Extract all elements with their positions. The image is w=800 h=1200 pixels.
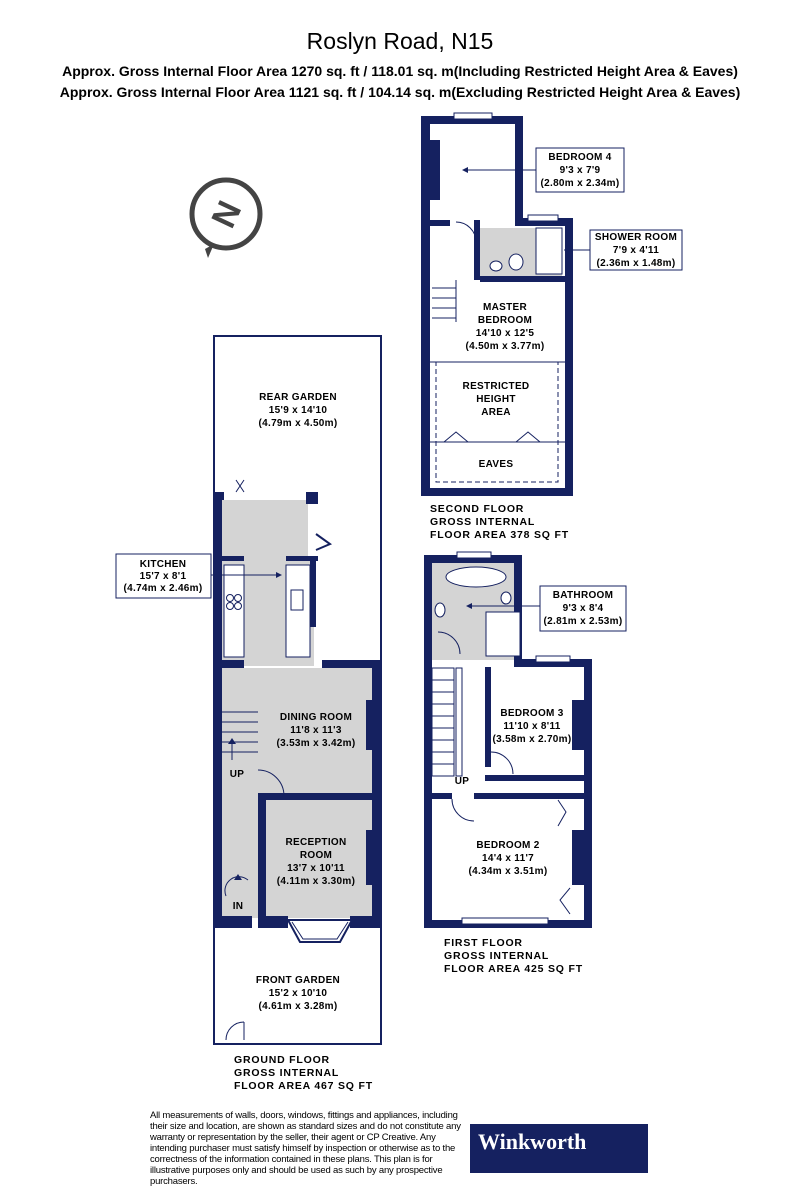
- first-floor-label-line-2: GROSS INTERNAL: [444, 950, 550, 962]
- master-bedroom-size-ft: 14'10 x 12'5: [475, 328, 535, 339]
- disclaimer-text: All measurements of walls, doors, windows, fittings and appliances, including their size and location, are shown as standard sizes and do not constitute any warranty or representation by the seller, their agent or CP Creative. Any intending purchaser must satisfy himself by inspection or otherwise as to the correctness of the information contained in these plans. This plan is for illustrative purposes only and should be used as such by any prospective purchasers.: [150, 1110, 461, 1187]
- bedroom2-size-ft: 14'4 x 11'7: [482, 853, 534, 864]
- restricted-line-1: RESTRICTED: [462, 381, 530, 392]
- bedroom3-size-ft: 11'10 x 8'11: [503, 721, 561, 732]
- rear-garden-size-ft: 15'9 x 14'10: [268, 405, 328, 416]
- dining-room-name: DINING ROOM: [279, 712, 353, 723]
- ground-floor-plan: [116, 336, 381, 1044]
- reception-room-size-ft: 13'7 x 10'11: [287, 863, 345, 874]
- ground-floor-area-label: [234, 1054, 373, 1093]
- master-bedroom-size-m: (4.50m x 3.77m): [465, 341, 545, 352]
- first-floor-label-line-3: FLOOR AREA 425 SQ FT: [444, 963, 583, 975]
- restricted-line-2: HEIGHT: [476, 394, 516, 405]
- area-including-text: Approx. Gross Internal Floor Area 1270 sq. ft / 118.01 sq. m(Including Restricted Height Area & Eaves): [62, 63, 738, 79]
- bathroom-size-ft: 9'3 x 8'4: [562, 603, 604, 614]
- second-floor-plan: [421, 113, 682, 496]
- bedroom4-size-ft: 9'3 x 7'9: [559, 165, 601, 176]
- bathroom-name: BATHROOM: [552, 590, 614, 601]
- second-floor-label-line-2: GROSS INTERNAL: [430, 516, 536, 528]
- master-bedroom-name-1: MASTER: [482, 302, 528, 313]
- reception-room-name-2: ROOM: [299, 850, 333, 861]
- first-floor-label-line-1: FIRST FLOOR: [444, 937, 523, 949]
- restricted-line-3: AREA: [481, 407, 511, 418]
- shower-room-name: SHOWER ROOM: [594, 232, 678, 243]
- second-floor-area-label: [430, 503, 569, 542]
- dining-room-size-ft: 11'8 x 11'3: [290, 725, 342, 736]
- plan-title: Roslyn Road, N15: [306, 28, 494, 54]
- bedroom3-size-m: (3.58m x 2.70m): [492, 734, 572, 745]
- winkworth-logo: Winkworth: [470, 1124, 648, 1173]
- master-bedroom-name-2: BEDROOM: [477, 315, 533, 326]
- eaves-label: EAVES: [478, 459, 514, 470]
- kitchen-name: KITCHEN: [139, 559, 187, 570]
- bedroom2-name: BEDROOM 2: [476, 840, 540, 851]
- rear-garden-size-m: (4.79m x 4.50m): [258, 418, 338, 429]
- bathroom-size-m: (2.81m x 2.53m): [543, 616, 623, 627]
- compass-letter: N: [204, 195, 250, 234]
- reception-room-size-m: (4.11m x 3.30m): [276, 876, 356, 887]
- ground-floor-label-line-2: GROSS INTERNAL: [234, 1067, 340, 1079]
- first-floor-area-label: [444, 937, 583, 976]
- first-up-label: UP: [454, 776, 470, 787]
- front-garden-size-m: (4.61m x 3.28m): [258, 1001, 338, 1012]
- compass-north-icon: [192, 180, 260, 258]
- kitchen-size-m: (4.74m x 2.46m): [123, 583, 203, 594]
- second-floor-label-line-3: FLOOR AREA 378 SQ FT: [430, 529, 569, 541]
- front-garden-name: FRONT GARDEN: [255, 975, 341, 986]
- second-floor-label-line-1: SECOND FLOOR: [430, 503, 525, 515]
- bedroom3-name: BEDROOM 3: [500, 708, 564, 719]
- ground-in-label: IN: [232, 901, 244, 912]
- shower-room-size-m: (2.36m x 1.48m): [596, 258, 676, 269]
- bedroom4-size-m: (2.80m x 2.34m): [540, 178, 620, 189]
- bedroom2-size-m: (4.34m x 3.51m): [468, 866, 548, 877]
- reception-room-name-1: RECEPTION: [285, 837, 347, 848]
- kitchen-size-ft: 15'7 x 8'1: [139, 571, 187, 582]
- ground-floor-label-line-1: GROUND FLOOR: [234, 1054, 330, 1066]
- bedroom4-name: BEDROOM 4: [548, 152, 612, 163]
- front-garden-size-ft: 15'2 x 10'10: [268, 988, 328, 999]
- area-excluding-text: Approx. Gross Internal Floor Area 1121 sq. ft / 104.14 sq. m(Excluding Restricted Height Area & Eaves): [59, 84, 741, 100]
- rear-garden-name: REAR GARDEN: [259, 392, 337, 403]
- ground-floor-label-line-3: FLOOR AREA 467 SQ FT: [234, 1080, 373, 1092]
- shower-room-size-ft: 7'9 x 4'11: [612, 245, 660, 256]
- dining-room-size-m: (3.53m x 3.42m): [276, 738, 356, 749]
- ground-up-label: UP: [229, 769, 245, 780]
